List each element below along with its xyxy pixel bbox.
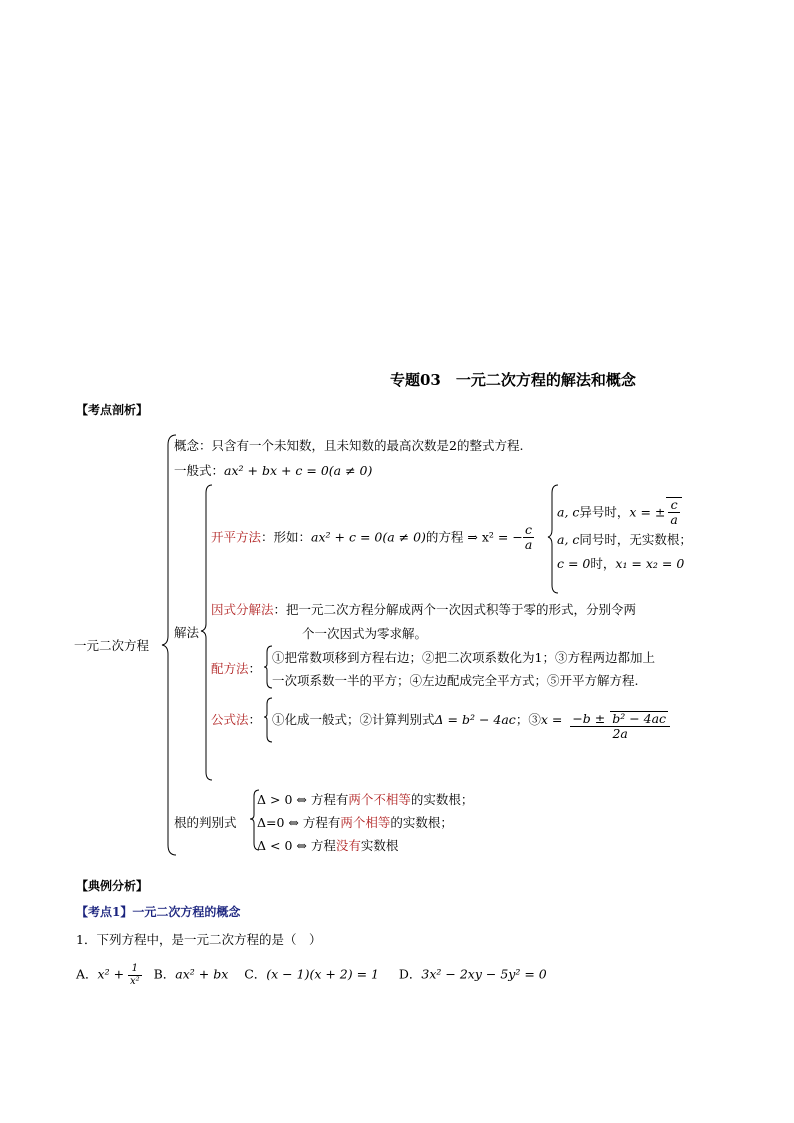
method-formula-text1: ①化成一般式；②计算判别式 (272, 712, 435, 727)
method-sqrt-mid: 的方程 ⇒ x² = − (425, 529, 523, 545)
case1-frac (668, 498, 679, 528)
question-1-options (76, 963, 547, 987)
outer-brace (162, 435, 176, 855)
method-sqrt-prefix: ：形如： (261, 529, 312, 545)
method-factor-line1 (211, 600, 636, 618)
method-sqrt-frac-den: a (524, 537, 533, 553)
case1-frac-num: c (668, 498, 679, 513)
option-d-expr: 3x² − 2xy − 5y² = 0 (421, 966, 547, 982)
qf-num-prefix: −b ± (572, 710, 610, 726)
option-c-expr: (x − 1)(x + 2) = 1 (266, 966, 379, 982)
case1-expr: x = ± (629, 504, 666, 520)
solving-label: 解法 (174, 625, 200, 640)
formula-brace (264, 698, 272, 742)
sqrt-case-1 (557, 497, 682, 528)
disc-r3-post: 实数根 (360, 838, 399, 853)
case1-vars: a, c (557, 504, 580, 520)
root-label: 一元二次方程 (74, 638, 150, 653)
disc-r2-pre: Δ=0 ⇔ 方程有 (257, 815, 341, 830)
option-a-label: A． (76, 966, 98, 982)
disc-r2-post: 的实数根； (390, 815, 453, 830)
method-formula-delta: Δ = b² − 4ac (434, 712, 516, 727)
concept-line: 概念：只含有一个未知数，且未知数的最高次数是2的整式方程. (174, 438, 524, 453)
general-form-label: 一般式： (174, 463, 225, 478)
quadratic-formula-num (570, 711, 670, 727)
section-header-examples: 【典例分析】 (76, 879, 149, 893)
case1-frac-den: a (670, 512, 678, 528)
option-d-label: D． (398, 966, 422, 982)
disc-r3-pre: Δ < 0 ⇔ 方程 (257, 838, 336, 853)
case3-roots: x₁ = x₂ = 0 (615, 556, 685, 571)
case2-vars: a, c (557, 532, 580, 547)
topic-1-header: 【考点1】一元二次方程的概念 (76, 905, 241, 919)
disc-r3-red: 没有 (335, 838, 361, 853)
method-formula-name: 公式法： (211, 712, 262, 727)
disc-r1-pre: Δ > 0 ⇔ 方程有 (257, 792, 349, 807)
case3-expr: c = 0 (557, 556, 591, 571)
disc-r1-post: 的实数根； (410, 792, 474, 807)
method-sqrt-fraction (523, 523, 534, 553)
method-complete-label: 配方法 (211, 661, 249, 676)
discriminant-row-3 (257, 836, 398, 854)
complete-square-brace (264, 646, 272, 688)
case3-text: 时， (590, 556, 616, 571)
case1-sqrt (666, 497, 681, 528)
qf-num-sqrt: b² − 4ac (612, 710, 667, 726)
method-sqrt-line (211, 523, 534, 553)
method-complete-line2: 一次项系数一半的平方；④左边配成完全平方式；⑤开平方解方程. (272, 673, 639, 688)
sqrt-case-2 (557, 530, 692, 548)
method-complete-name: 配方法： (211, 661, 262, 676)
option-a-num: 1 (128, 963, 142, 976)
discriminant-row-1 (257, 790, 473, 808)
method-complete-line1: ①把常数项移到方程右边；②把二次项系数化为1；③方程两边都加上 (272, 650, 655, 665)
discriminant-label: 根的判别式 (174, 815, 237, 830)
method-formula-text2: ；③ (515, 712, 541, 727)
section-header-analysis: 【考点剖析】 (76, 403, 149, 417)
method-factor-text1: ：把一元二次方程分解成两个一次因式积等于零的形式，分别令两 (273, 602, 637, 617)
case2-text: 同号时，无实数根； (579, 532, 692, 547)
method-factor-name: 因式分解法 (211, 602, 274, 617)
option-b-expr: ax² + bx (175, 966, 229, 982)
question-1: 1．下列方程中，是一元二次方程的是（ ） (76, 932, 322, 947)
method-sqrt-name: 开平方法 (211, 529, 262, 545)
disc-r1-red: 两个不相等 (348, 792, 411, 807)
option-a-expr: x² + (97, 966, 129, 982)
option-b-label: B． (153, 966, 176, 982)
option-a-den: x² (130, 975, 140, 987)
option-c-label: C． (244, 966, 267, 982)
page-title: 专题03 一元二次方程的解法和概念 (390, 371, 636, 389)
disc-r2-red: 两个相等 (340, 815, 391, 830)
method-sqrt-frac-num: c (523, 523, 534, 538)
method-formula-x: x = (540, 712, 563, 727)
method-sqrt-form: ax² + c = 0(a ≠ 0) (311, 529, 426, 545)
general-form-expr: ax² + bx + c = 0(a ≠ 0) (224, 463, 373, 478)
sqrt-case-3 (557, 554, 684, 572)
case1-text: 异号时， (579, 504, 630, 520)
discriminant-row-2 (257, 813, 453, 831)
option-a-fraction (128, 963, 142, 987)
method-formula-label: 公式法 (211, 712, 249, 727)
method-factor-line2: 个一次因式为零求解。 (302, 626, 428, 641)
quadratic-formula-fraction (570, 711, 670, 742)
general-form-line (174, 461, 372, 479)
method-formula-line (272, 710, 670, 741)
quadratic-formula-den: 2a (612, 726, 628, 741)
